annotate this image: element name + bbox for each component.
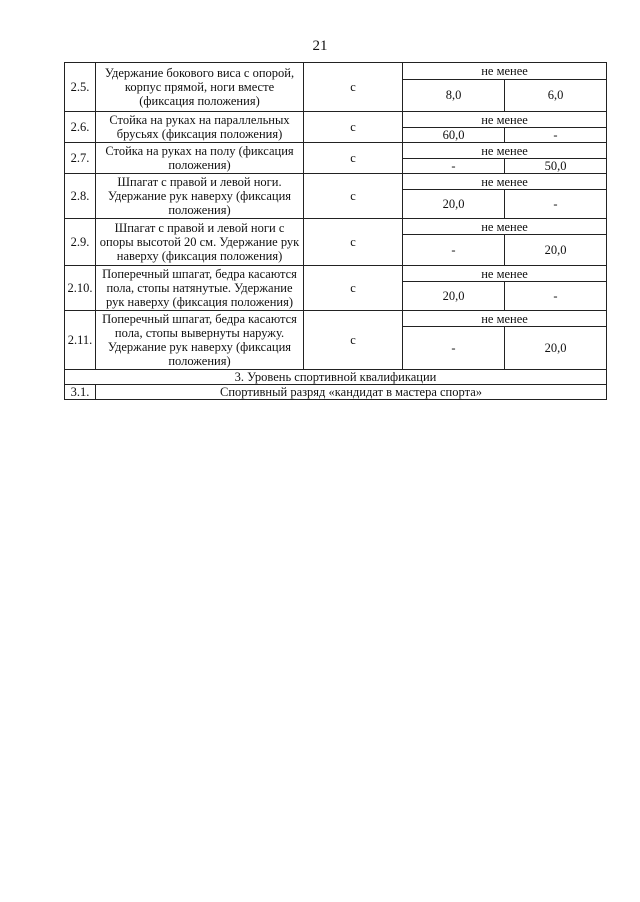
unit-cell: с [304, 311, 403, 370]
unit-cell: с [304, 63, 403, 112]
value-cell: 20,0 [505, 327, 607, 370]
unit-cell: с [304, 143, 403, 174]
row-number: 3.1. [65, 385, 96, 400]
min-header: не менее [403, 143, 607, 159]
exercise-name: Удержание бокового виса с опорой, корпус прямой, ноги вместе (фиксация положения) [96, 63, 304, 112]
row-number: 2.10. [65, 266, 96, 311]
exercise-name: Стойка на руках на параллельных брусьях (фиксация положения) [96, 112, 304, 143]
table-row [65, 311, 607, 327]
table-row [65, 266, 607, 282]
row-number: 2.8. [65, 174, 96, 219]
unit-cell: с [304, 266, 403, 311]
table-row [65, 219, 607, 235]
unit-cell: с [304, 219, 403, 266]
table-row [65, 174, 607, 190]
min-header: не менее [403, 112, 607, 128]
exercise-name: Шпагат с правой и левой ноги. Удержание рук наверху (фиксация положения) [96, 174, 304, 219]
table-row [65, 385, 607, 400]
min-header: не менее [403, 266, 607, 282]
value-cell: 20,0 [403, 282, 505, 311]
row-number: 2.11. [65, 311, 96, 370]
unit-cell: с [304, 112, 403, 143]
table-row [65, 63, 607, 80]
exercise-name: Поперечный шпагат, бедра касаются пола, стопы вывернуты наружу. Удержание рук наверху (фиксация положения) [96, 311, 304, 370]
value-cell: - [505, 190, 607, 219]
unit-cell: с [304, 174, 403, 219]
min-header: не менее [403, 311, 607, 327]
value-cell: 6,0 [505, 79, 607, 111]
row-number: 2.6. [65, 112, 96, 143]
value-cell: 8,0 [403, 79, 505, 111]
exercise-name: Стойка на руках на полу (фиксация положения) [96, 143, 304, 174]
section-title: 3. Уровень спортивной квалификации [65, 370, 607, 385]
row-number: 2.9. [65, 219, 96, 266]
norms-table [64, 62, 607, 400]
min-header: не менее [403, 219, 607, 235]
min-header: не менее [403, 174, 607, 190]
value-cell: - [403, 235, 505, 266]
exercise-name: Поперечный шпагат, бедра касаются пола, стопы натянутые. Удержание рук наверху (фиксация положения) [96, 266, 304, 311]
row-number: 2.7. [65, 143, 96, 174]
min-header: не менее [403, 63, 607, 80]
value-cell: - [403, 159, 505, 174]
table-row [65, 112, 607, 128]
value-cell: 20,0 [403, 190, 505, 219]
value-cell: - [505, 128, 607, 143]
table-row [65, 143, 607, 159]
row-number: 2.5. [65, 63, 96, 112]
exercise-name: Шпагат с правой и левой ноги с опоры высотой 20 см. Удержание рук наверху (фиксация положения) [96, 219, 304, 266]
value-cell: 60,0 [403, 128, 505, 143]
table-row [65, 370, 607, 385]
page-number: 21 [312, 38, 328, 54]
value-cell: - [403, 327, 505, 370]
value-cell: 20,0 [505, 235, 607, 266]
qualification-text: Спортивный разряд «кандидат в мастера спорта» [96, 385, 607, 400]
value-cell: - [505, 282, 607, 311]
value-cell: 50,0 [505, 159, 607, 174]
